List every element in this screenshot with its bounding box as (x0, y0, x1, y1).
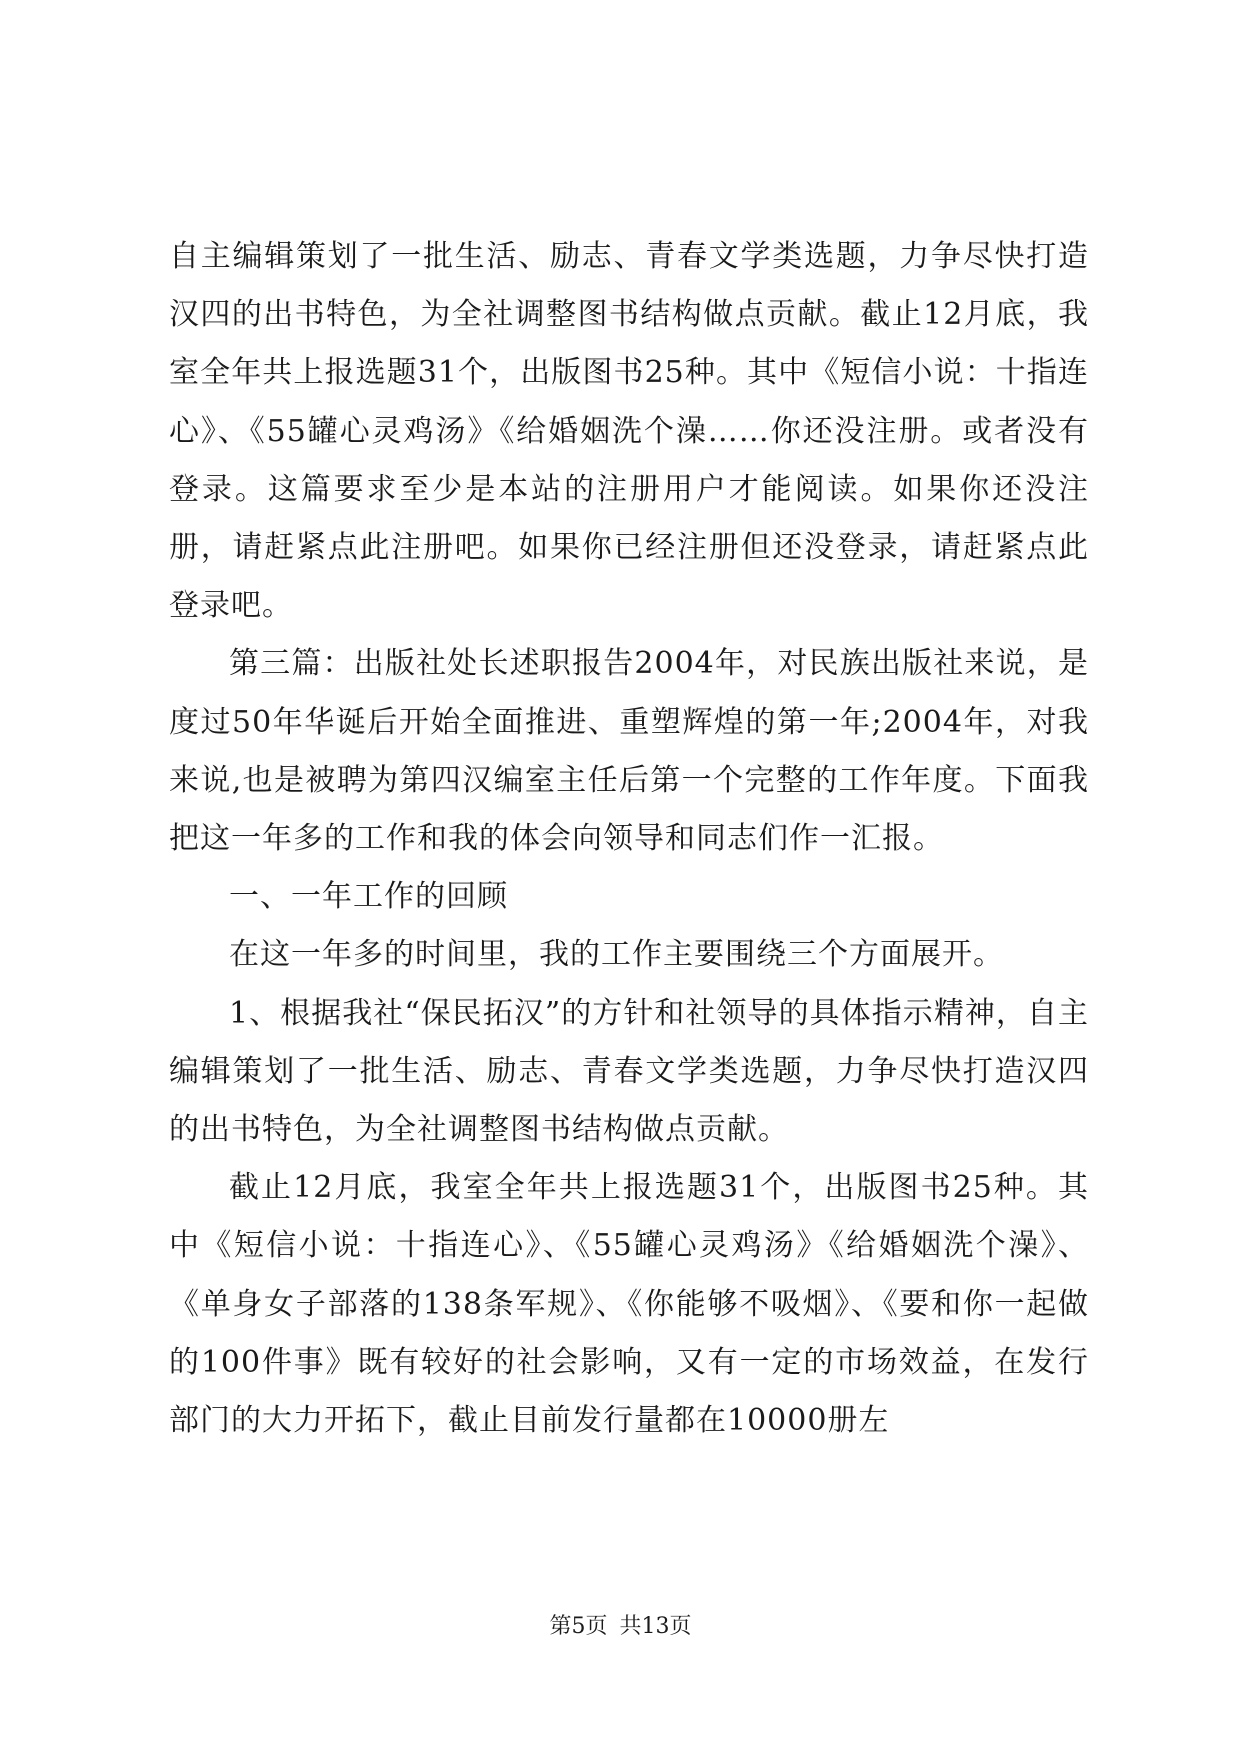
page-footer (0, 1612, 1241, 1642)
paragraph-5: 截止12月底，我室全年共上报选题31个，出版图书25种。其中《短信小说：十指连心》、《55罐心灵鸡汤》《给婚姻洗个澡》、《单身女子部落的138条军规》、《你能够不吸烟》、《要和你一起做的100件事》既有较好的社会影响，又有一定的市场效益，在发行部门的大力开拓下，截止目前发行量都在10000册左 (169, 1170, 1089, 1439)
paragraph-1: 自主编辑策划了一批生活、励志、青春文学类选题，力争尽快打造汉四的出书特色，为全社调整图书结构做点贡献。截止12月底，我室全年共上报选题31个，出版图书25种。其中《短信小说：十指连心》、《55罐心灵鸡汤》《给婚姻洗个澡……你还没注册。或者没有登录。这篇要求至少是本站的注册用户才能阅读。如果你还没注册，请赶紧点此注册吧。如果你已经注册但还没登录，请赶紧点此登录吧。 (169, 239, 1089, 624)
section-heading: 一、一年工作的回顾 (229, 879, 508, 915)
page-total: 共13页 (619, 1614, 692, 1639)
paragraph-4: 1、根据我社“保民拓汉”的方针和社领导的具体指示精神，自主编辑策划了一批生活、励志、青春文学类选题，力争尽快打造汉四的出书特色，为全社调整图书结构做点贡献。 (169, 995, 1089, 1148)
page-number: 第5页 (549, 1614, 608, 1639)
document-body (169, 228, 1089, 1450)
paragraph-3: 在这一年多的时间里，我的工作主要围绕三个方面展开。 (229, 937, 1004, 973)
paragraph-2: 第三篇：出版社处长述职报告2004年，对民族出版社来说，是度过50年华诞后开始全面推进、重塑辉煌的第一年;2004年，对我来说,也是被聘为第四汉编室主任后第一个完整的工作年度。下面我把这一年多的工作和我的体会向领导和同志们作一汇报。 (169, 646, 1089, 857)
